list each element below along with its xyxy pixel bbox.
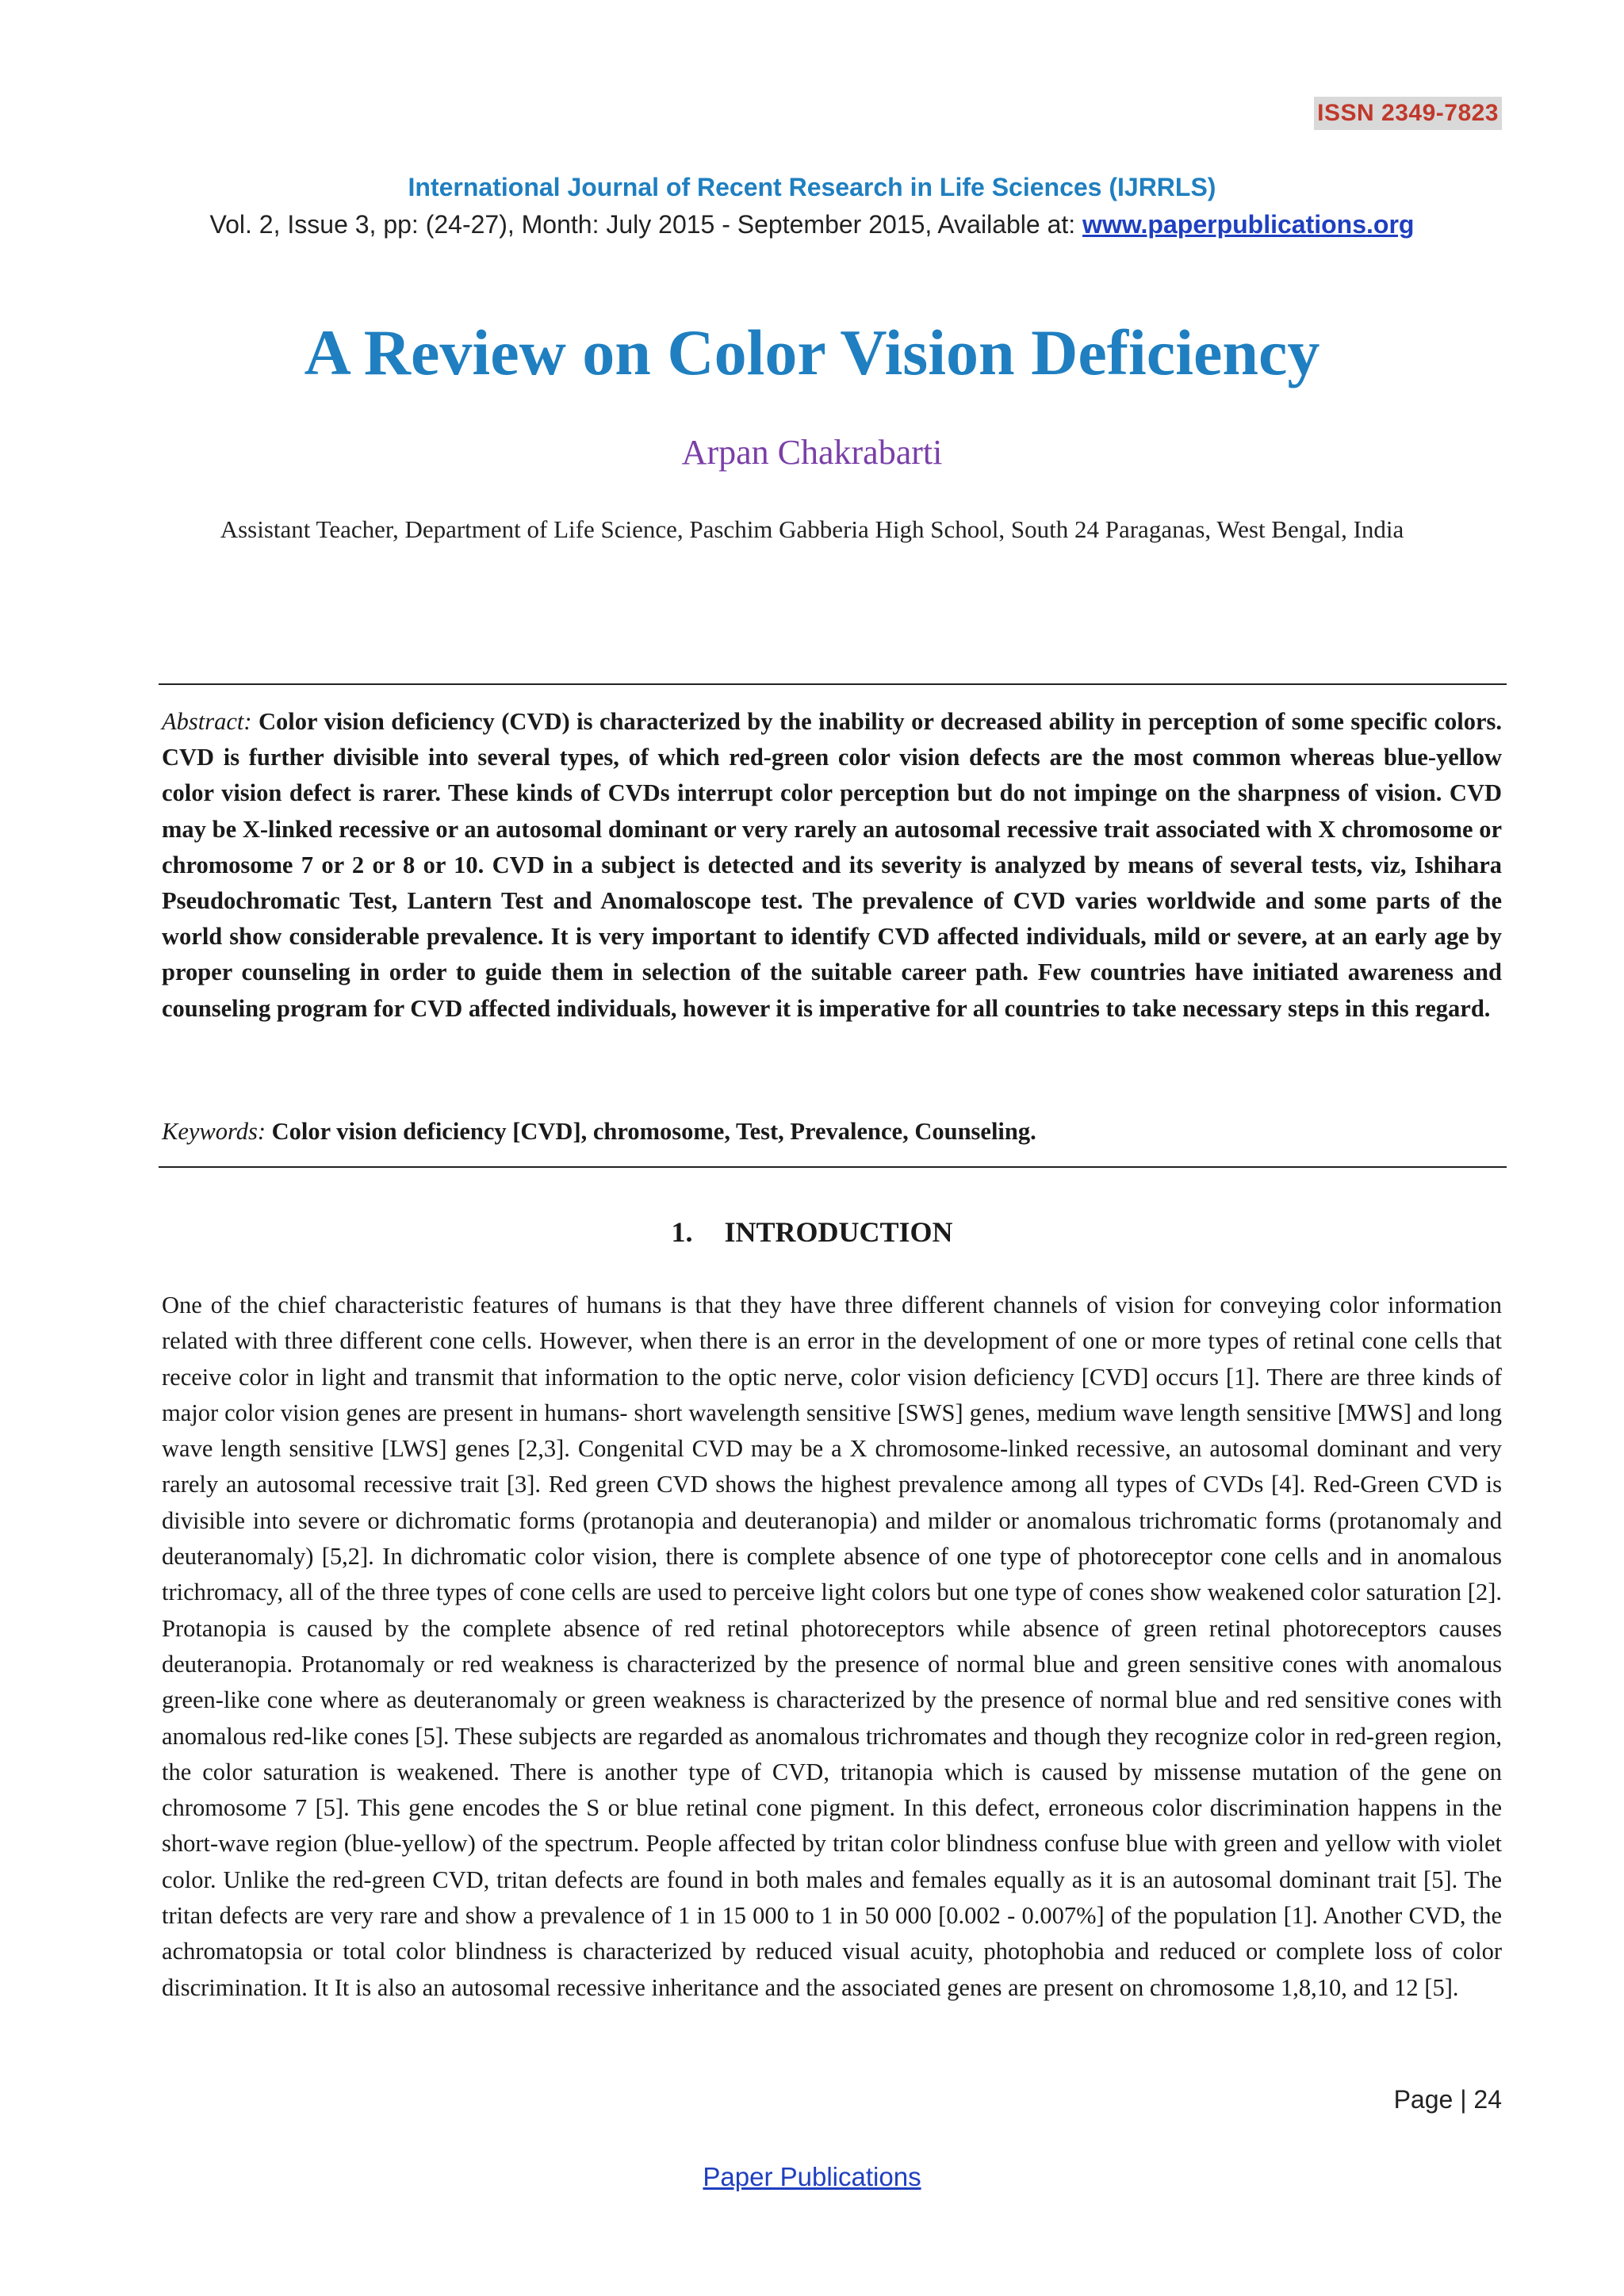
author-affiliation: Assistant Teacher, Department of Life Science, Paschim Gabberia High School, South 24 Paraganas, West Bengal, India [220,515,1404,543]
section-heading [0,1215,1624,1249]
abstract-label: Abstract: [162,708,252,735]
introduction-paragraph: One of the chief characteristic features of humans is that they have three different channels of vision for conveying color information related with three different cone cells. However, when there is an error in the development of one or more types of retinal cone cells that receive color in light and transmit that information to the optic nerve, color vision deficiency [CVD] occurs [1]. There are three kinds of major color vision genes are present in humans- short wavelength sensitive [SWS] genes, medium wave length sensitive [MWS] and long wave length sensitive [LWS] genes [2,3]. Congenital CVD may be a X chromosome-linked recessive, an autosomal dominant and very rarely an autosomal recessive trait [3]. Red green CVD shows the highest prevalence among all types of CVDs [4]. Red-Green CVD is divisible into severe or dichromatic forms (protanopia and deuteranopia) and milder or anomalous trichromatic forms (protanomaly and deuteranomaly) [5,2]. In dichromatic color vision, there is complete absence of one type of photoreceptor cone cells and in anomalous trichromacy, all of the three types of cone cells are used to perceive light colors but one type of cones show weakened color saturation [2]. Protanopia is caused by the complete absence of red retinal photoreceptors while absence of green retinal photoreceptors causes deuteranopia. Protanomaly or red weakness is characterized by the presence of normal blue and green sensitive cones with anomalous green-like cone where as deuteranomaly or green weakness is characterized by the presence of normal blue and red sensitive cones with anomalous red-like cones [5]. These subjects are regarded as anomalous trichromates and though they recognize color in red-green region, the color saturation is weakened. There is another type of CVD, tritanopia which is caused by missense mutation of the gene on chromosome 7 [5]. This gene encodes the S or blue retinal cone pigment. In this defect, erroneous color discrimination happens in the short-wave region (blue-yellow) of the spectrum. People affected by tritan color blindness confuse blue with green and yellow with violet color. Unlike the red-green CVD, tritan defects are found in both males and females equally as it is an autosomal dominant trait [5]. The tritan defects are very rare and show a prevalence of 1 in 15 000 to 1 in 50 000 [0.002 - 0.007%] of the population [1]. Another CVD, the achromatopsia or total color blindness is characterized by reduced visual acuity, photophobia and reduced or complete loss of color discrimination. It It is also an autosomal recessive inheritance and the associated genes are present on chromosome 1,8,10, and 12 [5]. [162,1292,1502,2001]
issn-badge: ISSN 2349-7823 [1314,97,1502,130]
journal-name: International Journal of Recent Research in Life Sciences (IJRRLS) [408,173,1216,201]
section-number: 1. [671,1216,693,1248]
page-number: Page | 24 [1393,2085,1502,2114]
section-title: INTRODUCTION [724,1216,953,1248]
abstract [162,704,1502,1027]
abstract-text: Color vision deficiency (CVD) is characterized by the inability or decreased ability in perception of some specific colors. CVD is further divisible into several types, of which red-green color vision defects are the most common whereas blue-yellow color vision defect is rarer. These kinds of CVDs interrupt color perception but do not impinge on the sharpness of vision. CVD may be X-linked recessive or an autosomal dominant or very rarely an autosomal recessive trait associated with X chromosome or chromosome 7 or 2 or 8 or 10. CVD in a subject is detected and its severity is analyzed by means of several tests, viz, Ishihara Pseudochromatic Test, Lantern Test and Anomaloscope test. The prevalence of CVD varies worldwide and some parts of the world show considerable prevalence. It is very important to identify CVD affected individuals, mild or severe, at an early age by proper counseling in order to guide them in selection of the suitable career path. Few countries have initiated awareness and counseling program for CVD affected individuals, however it is imperative for all countries to take necessary steps in this regard. [162,708,1503,1022]
keywords-text: Color vision deficiency [CVD], chromosome, Test, Prevalence, Counseling. [271,1118,1036,1145]
publisher-link[interactable]: Paper Publications [703,2162,921,2191]
abstract-top-rule [159,683,1507,685]
keywords [162,1118,1502,1146]
footer [0,2162,1624,2192]
volume-info: Vol. 2, Issue 3, pp: (24-27), Month: July 2015 - September 2015, Available at: [209,210,1083,239]
keywords-label: Keywords: [162,1118,266,1145]
author-name: Arpan Chakrabarti [681,433,943,472]
paper-title: A Review on Color Vision Deficiency [304,316,1320,388]
journal-url-link[interactable]: www.paperpublications.org [1082,210,1415,239]
abstract-bottom-rule [159,1166,1507,1168]
volume-line [0,210,1624,239]
